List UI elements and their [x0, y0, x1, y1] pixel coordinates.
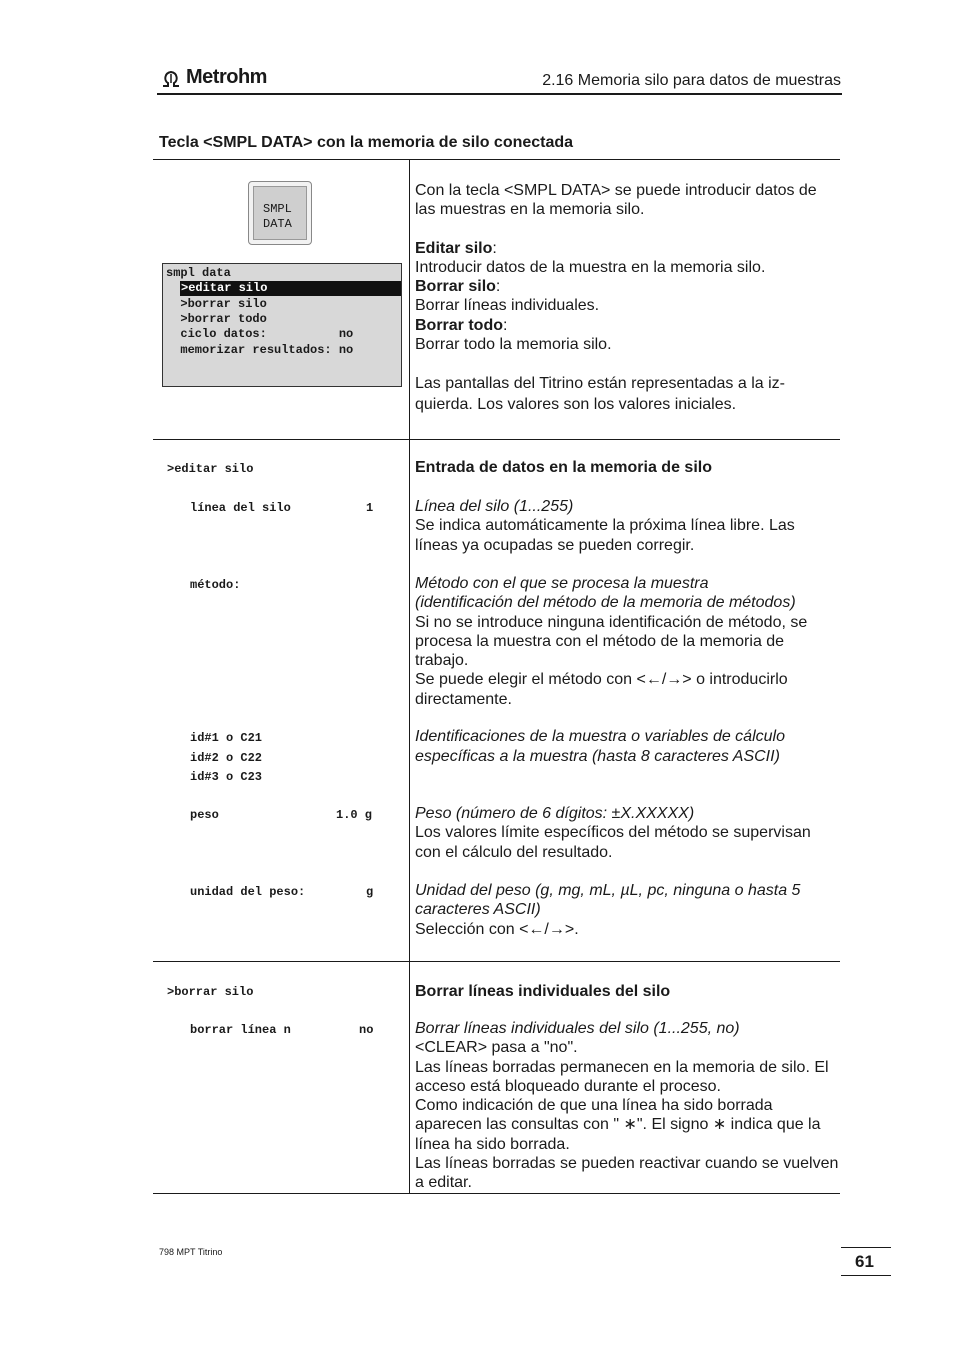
silo-line-description: [415, 497, 840, 555]
smpl-data-key: [248, 181, 312, 245]
row1-description: Con la tecla <SMPL DATA> se puede introducir datos de las muestras en la memoria silo. Editar silo: Introducir datos de la muestra en la memoria silo. Borrar silo: Borrar líneas individuales. Borrar todo: Borrar todo la memoria silo. Las pantallas del Titrino están representadas a la iz-quierda. Los valores son los valores iniciales.: [415, 181, 840, 415]
data-entry-title: Entrada de datos en la memoria de silo: [415, 459, 712, 476]
header-rule: [157, 93, 842, 95]
omega-logo-icon: [160, 69, 182, 87]
table-rule-2: [153, 961, 840, 962]
key-label-1: SMPL: [263, 202, 292, 216]
lcd-line: >borrar silo: [166, 297, 267, 311]
delete-line-value: no: [359, 1023, 374, 1037]
delete-italic: Borrar líneas individuales del silo (1...255, no): [415, 1020, 740, 1037]
metrohm-logo: [160, 66, 267, 89]
method-description: [415, 574, 840, 709]
delete-line-label: borrar línea n: [190, 1023, 291, 1037]
page-number-rule-top: [841, 1247, 891, 1248]
table-rule-1: [153, 439, 840, 440]
weight-description: [415, 804, 840, 862]
method-italic-2: (identificación del método de la memoria de métodos): [415, 594, 796, 612]
footer-product: 798 MPT Titrino: [159, 1247, 223, 1257]
lcd-line: ciclo datos: no: [166, 327, 354, 341]
section-heading: Tecla <SMPL DATA> con la memoria de silo conectada: [159, 134, 574, 151]
page-number-rule-bottom: [841, 1275, 891, 1276]
delete-all-label: Borrar todo: [415, 316, 503, 334]
edit-label: Editar silo: [415, 239, 493, 257]
method-text-1: Si no se introduce ninguna identificación de método, se procesa la muestra con el método de la memoria de trabajo.: [415, 613, 808, 670]
id2-label: id#2 o C22: [190, 751, 263, 765]
silo-line-label: línea del silo: [190, 501, 291, 515]
weight-value: 1.0 g: [336, 808, 373, 822]
lcd-line: >borrar todo: [166, 312, 267, 326]
key-label-2: DATA: [263, 217, 292, 231]
id-description: Identificaciones de la muestra o variables de cálculo específicas a la muestra (hasta 8 caracteres ASCII): [415, 728, 785, 765]
delete-text-3: Como indicación de que una línea ha sido borrada aparecen las consultas con " ∗". El signo ∗ indica que la línea ha sido borrada.: [415, 1097, 821, 1153]
unit-description: [415, 881, 840, 939]
lcd-line: memorizar resultados: no: [166, 343, 354, 357]
section-reference: 2.16 Memoria silo para datos de muestras: [542, 72, 841, 89]
delete-desc: Borrar líneas individuales.: [415, 297, 600, 315]
delete-lines-description: [415, 1019, 840, 1193]
lcd-line-title: smpl data: [166, 266, 231, 280]
weight-unit-label: unidad del peso:: [190, 885, 306, 899]
delete-lines-title: Borrar líneas individuales del silo: [415, 983, 671, 1000]
delete-text-1: <CLEAR> pasa a "no".: [415, 1039, 578, 1057]
weight-text: Los valores límite específicos del método se supervisan con el cálculo del resultado.: [415, 824, 811, 861]
weight-label: peso: [190, 808, 219, 822]
table-rule-bottom: [153, 1193, 840, 1194]
edit-desc: Introducir datos de la muestra en la memoria silo.: [415, 258, 766, 276]
delete-silo-title: >borrar silo: [167, 985, 254, 999]
id3-label: id#3 o C23: [190, 770, 263, 784]
unit-text: Selección con <←/→>.: [415, 920, 579, 938]
note-text: Las pantallas del Titrino están representadas a la iz-quierda. Los valores son los valores iniciales.: [415, 375, 785, 414]
method-label: método:: [190, 578, 241, 592]
table-rule-top: [153, 159, 840, 160]
table-column-divider: [409, 159, 410, 1194]
delete-all-desc: Borrar todo la memoria silo.: [415, 336, 612, 354]
silo-line-text: Se indica automáticamente la próxima línea libre. Las líneas ya ocupadas se pueden corregir.: [415, 517, 795, 554]
edit-silo-title: >editar silo: [167, 462, 254, 476]
method-text-2: Se puede elegir el método con <←/→> o introducirlo directamente.: [415, 671, 788, 708]
silo-line-value: 1: [366, 501, 374, 515]
weight-italic: Peso (número de 6 dígitos: ±X.XXXXX): [415, 805, 695, 822]
id1-label: id#1 o C21: [190, 731, 263, 745]
lcd-display: [162, 263, 402, 387]
method-italic-1: Método con el que se procesa la muestra: [415, 575, 709, 592]
silo-line-italic: Línea del silo (1...255): [415, 498, 574, 515]
weight-unit-value: g: [366, 885, 374, 899]
lcd-line-highlighted: >editar silo: [180, 281, 401, 296]
page-number: 61: [855, 1252, 874, 1271]
intro-text: Con la tecla <SMPL DATA> se puede introducir datos de las muestras en la memoria silo.: [415, 182, 817, 219]
logo-text: Metrohm: [186, 66, 267, 88]
delete-text-4: Las líneas borradas se pueden reactivar cuando se vuelven a editar.: [415, 1155, 839, 1192]
delete-text-2: Las líneas borradas permanecen en la memoria de silo. El acceso está bloqueado durante el proceso.: [415, 1058, 829, 1095]
unit-italic: Unidad del peso (g, mg, mL, µL, pc, ninguna o hasta 5 caracteres ASCII): [415, 882, 801, 919]
delete-label: Borrar silo: [415, 278, 496, 296]
